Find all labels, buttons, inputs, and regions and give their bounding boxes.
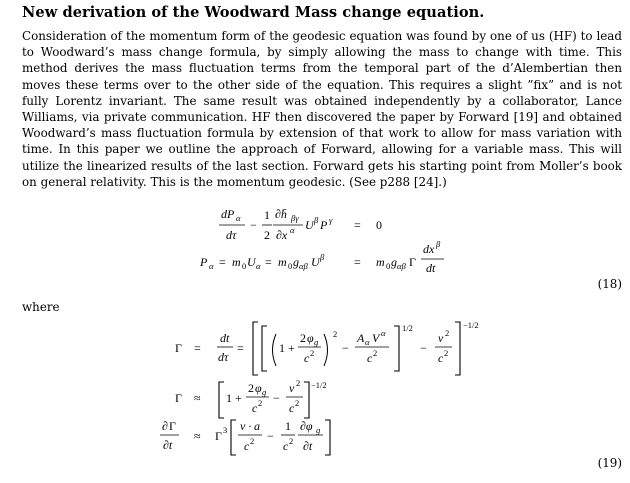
svg-text:c: c xyxy=(304,351,310,365)
svg-text:g: g xyxy=(316,425,321,435)
svg-text:2: 2 xyxy=(250,436,255,446)
svg-text:2: 2 xyxy=(444,348,449,358)
svg-text:−1/2: −1/2 xyxy=(463,320,479,330)
svg-text:α: α xyxy=(236,213,241,223)
equation-19-line-3 xyxy=(160,419,330,455)
svg-text:+: + xyxy=(288,341,295,355)
svg-text:1: 1 xyxy=(279,341,285,355)
svg-text:0: 0 xyxy=(288,261,293,271)
svg-text:2: 2 xyxy=(333,329,338,339)
svg-text:βγ: βγ xyxy=(291,213,299,223)
svg-text:−: − xyxy=(267,429,274,443)
svg-text:=: = xyxy=(219,255,226,269)
svg-text:−: − xyxy=(342,341,349,355)
svg-text:∂φ: ∂φ xyxy=(300,419,313,433)
svg-text:A: A xyxy=(357,331,365,345)
svg-text:α: α xyxy=(256,261,261,271)
svg-text:c: c xyxy=(289,401,295,415)
svg-text:2: 2 xyxy=(300,331,306,345)
svg-text:Γ: Γ xyxy=(175,391,182,405)
svg-text:m: m xyxy=(376,255,385,269)
svg-text:dt: dt xyxy=(220,331,230,345)
svg-text:−: − xyxy=(273,391,280,405)
svg-text:≈: ≈ xyxy=(194,429,201,443)
equation-number-18: (18) xyxy=(597,277,622,291)
svg-text:=: = xyxy=(354,218,361,232)
svg-text:P: P xyxy=(200,255,208,269)
svg-text:−1/2: −1/2 xyxy=(311,380,327,390)
svg-text:α: α xyxy=(209,261,214,271)
equation-18-line-2 xyxy=(199,239,444,275)
svg-text:Γ: Γ xyxy=(409,255,416,269)
svg-text:c: c xyxy=(438,351,444,365)
svg-text:1: 1 xyxy=(285,419,291,433)
svg-text:2: 2 xyxy=(248,381,254,395)
equation-number-19: (19) xyxy=(597,456,622,470)
svg-text:=: = xyxy=(194,341,201,355)
svg-text:Γ: Γ xyxy=(175,341,182,355)
intro-paragraph: Consideration of the momentum form of the geodesic equation was found by one of us (HF) to lead to Woodward’s mass change formula, by simply allowing the mass to change with time. This method derives the mass fluctuation terms from the temporal part of the d’Alembertian then moves these terms over to the other side of the equation. This requires a slight ”fix” and is not fully Lorentz invariant. The same result was obtained independently by a collaborator, Lance Williams, via private communication. HF then discovered the paper by Forward [19] and obtained Woodward’s mass fluctuation formula by extension of that work to allow for mass variation with time. In this paper we outline the approach of Forward, allowing for a variable mass. This will utilize the linearized results of the last section. Forward gets his starting point from Moller’s book on general relativity. This is the momentum geodesic. (See p288 [24].) xyxy=(22,29,622,189)
svg-text:∂h̄: ∂h̄ xyxy=(275,207,287,221)
svg-text:2: 2 xyxy=(258,398,263,408)
svg-text:β: β xyxy=(314,215,319,225)
svg-text:dt: dt xyxy=(426,261,436,275)
svg-text:U: U xyxy=(311,255,320,269)
svg-text:Γ: Γ xyxy=(215,429,222,443)
svg-text:1/2: 1/2 xyxy=(402,323,413,333)
svg-text:=: = xyxy=(237,341,244,355)
svg-text:U: U xyxy=(305,218,314,232)
svg-text:+: + xyxy=(235,391,242,405)
svg-text:≈: ≈ xyxy=(194,391,201,405)
svg-text:=: = xyxy=(265,255,272,269)
svg-text:v: v xyxy=(240,419,246,433)
svg-text:g: g xyxy=(293,255,299,269)
svg-text:0: 0 xyxy=(386,261,391,271)
svg-text:α: α xyxy=(381,328,386,338)
svg-text:g: g xyxy=(391,255,397,269)
svg-text:3: 3 xyxy=(223,425,228,435)
svg-text:c: c xyxy=(244,439,250,453)
svg-text:2: 2 xyxy=(289,436,294,446)
equation-19-line-1 xyxy=(175,320,479,375)
svg-text:dP: dP xyxy=(221,207,235,221)
svg-text:m: m xyxy=(278,255,287,269)
svg-text:V: V xyxy=(372,331,380,345)
svg-text:2: 2 xyxy=(264,228,270,242)
svg-text:1: 1 xyxy=(264,208,270,222)
svg-text:∂t: ∂t xyxy=(303,439,313,453)
svg-text:Γ: Γ xyxy=(169,419,176,433)
svg-text:2: 2 xyxy=(445,328,450,338)
svg-text:1: 1 xyxy=(226,391,232,405)
svg-text:P: P xyxy=(320,218,328,232)
where-label: where xyxy=(22,300,60,314)
svg-text:αβ: αβ xyxy=(299,261,308,271)
svg-text:∂x: ∂x xyxy=(276,228,288,242)
svg-text:a: a xyxy=(254,419,260,433)
svg-text:φ: φ xyxy=(307,331,314,345)
svg-text:β: β xyxy=(436,239,441,249)
svg-text:c: c xyxy=(367,351,373,365)
equation-19-line-2 xyxy=(175,378,327,418)
svg-text:2: 2 xyxy=(296,378,301,388)
svg-text:=: = xyxy=(354,255,361,269)
svg-text:v: v xyxy=(289,381,295,395)
svg-text:2: 2 xyxy=(373,348,378,358)
svg-text:dτ: dτ xyxy=(218,350,229,364)
section-title: New derivation of the Woodward Mass change equation. xyxy=(22,4,485,21)
svg-text:2: 2 xyxy=(310,348,315,358)
svg-text:U: U xyxy=(247,255,256,269)
svg-text:α: α xyxy=(290,225,295,235)
svg-text:αβ: αβ xyxy=(397,261,406,271)
svg-text:dx: dx xyxy=(423,242,435,256)
svg-text:v: v xyxy=(438,331,444,345)
svg-text:c: c xyxy=(283,439,289,453)
svg-text:β: β xyxy=(320,252,325,262)
svg-text:g: g xyxy=(262,387,267,397)
svg-text:α: α xyxy=(365,337,370,347)
equation-18-line-1 xyxy=(219,207,382,242)
svg-text:0: 0 xyxy=(242,261,247,271)
svg-text:g: g xyxy=(314,337,319,347)
svg-text:∂t: ∂t xyxy=(163,438,173,452)
svg-text:·: · xyxy=(248,419,252,433)
svg-text:−: − xyxy=(250,218,257,232)
svg-text:dτ: dτ xyxy=(226,228,237,242)
svg-text:c: c xyxy=(252,401,258,415)
svg-text:2: 2 xyxy=(295,398,300,408)
svg-text:γ: γ xyxy=(329,215,333,225)
svg-text:−: − xyxy=(420,341,427,355)
svg-text:m: m xyxy=(232,255,241,269)
svg-text:0: 0 xyxy=(376,218,382,232)
svg-text:φ: φ xyxy=(255,381,262,395)
svg-text:∂: ∂ xyxy=(162,419,168,433)
